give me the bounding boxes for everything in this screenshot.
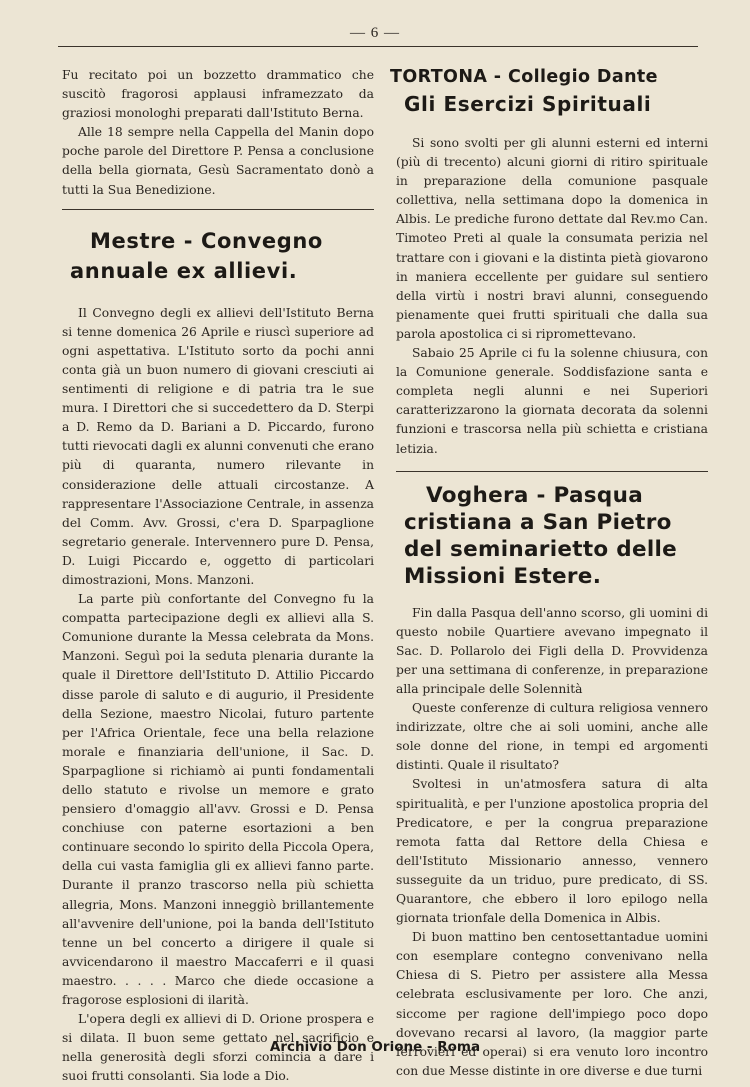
voghera-paragraph-3: Svoltesi in un'atmosfera satura di alta spiritualità, e per l'unzione apostolica propria del Predicatore, e per la congrua preparazione remota fatta dal Rettore della Chiesa e dell'Istituto Missionario annesso, vennero susseguite da un triduo, pure predicato, di SS. Quarantore, che ebbero il loro epilogo nella giornata trionfale della Domenica in Albis. <box>396 777 708 926</box>
tortona-title-line-1: TORTONA - Collegio Dante <box>390 67 658 87</box>
voghera-title-line-1: Voghera - Pasqua <box>426 482 644 508</box>
mestre-paragraph-1: Il Convegno degli ex allievi dell'Istituto Berna si tenne domenica 26 Aprile e riuscì superiore ad ogni aspettativa. L'Istituto sorto da pochi anni conta già un buon numero di giovani cresciuti ai sentimenti di religione e di patria tra le sue mura. I Direttori che si succedettero da D. Sterpi a D. Remo da D. Bariani a D. Piccardo, furono tutti rievocati dagli ex alunni convenuti che erano più di quaranta, numero rilevante in considerazione delle attuali circostanze. A rappresentare l'Associazione Centrale, in assenza del Comm. Avv. Grossi, c'era D. Sparpaglione segretario generale. Intervennero pure D. Pensa, D. Luigi Piccardo e, oggetto di particolari dimostrazioni, Mons. Manzoni. <box>62 305 374 587</box>
tortona-article <box>390 66 708 459</box>
archive-footer: Archivio Don Orione - Roma <box>269 1039 481 1055</box>
separator-rule <box>396 471 708 472</box>
mestre-paragraph-2: La parte più confortante del Convegno fu la compatta partecipazione degli ex allievi alla S. Comunione durante la Messa celebrata da Mons. Manzoni. Seguì poi la seduta plenaria durante la quale il Direttore dell'Istituto D. Attilio Piccardo disse parole di saluto e di augurio, il Presidente della Sezione, maestro Nicolai, futuro partente per l'Africa Orientale, fece una bella relazione morale e finanziaria dell'unione, il Sac. D. Sparpaglione si richiamò ai punti fondamentali dello statuto e rivolse un memore e grato pensiero d'omaggio all'avv. Grossi e D. Pensa conchiuse con paterne esortazioni a ben continuare secondo lo spirito della Piccola Opera, della cui vasta famiglia gli ex allievi fanno parte. Durante il pranzo trascorso nella più schietta allegria, Mons. Manzoni inneggiò brillantemente all'avvenire dell'unione, poi la banda dell'Istituto tenne un bel concerto a dirigere il quale si avvicendarono il maestro Maccaferri e il quasi maestro. . . . . Marco che diede occasione a fragorose esplosioni di ilarità. <box>62 592 374 1008</box>
mestre-paragraph-3: L'opera degli ex allievi di D. Orione prospera e si dilata. Il buon seme gettato nel sacrificio e nella generosità degli sforzi comincia a dare i suoi frutti consolanti. Sia lode a Dio. <box>62 1012 374 1084</box>
voghera-title-line-4: Missioni Estere. <box>404 563 602 589</box>
tortona-paragraph-2: Sabaio 25 Aprile ci fu la solenne chiusura, con la Comunione generale. Soddisfazione santa e completa negli alunni e nei Superiori caratterizzarono la giornata decorata da solenni funzioni e trascorsa nella più schietta e cristiana letizia. <box>396 346 708 456</box>
tortona-title-line-2: Gli Esercizi Spirituali <box>404 92 652 116</box>
mestre-title-line-1: Mestre - Convegno <box>90 228 323 253</box>
right-column <box>390 66 708 1081</box>
top-rule <box>58 46 698 47</box>
mestre-title-line-2: annuale ex allievi. <box>70 258 298 283</box>
voghera-paragraph-1: Fin dalla Pasqua dell'anno scorso, gli uomini di questo nobile Quartiere avevano impegnato il Sac. D. Pollarolo dei Figli della D. Provvidenza per una settimana di conferenze, in preparazione alla principale delle Solennità <box>396 605 708 696</box>
separator-rule <box>62 209 374 210</box>
voghera-article <box>396 482 708 1081</box>
intro-paragraph-1: Fu recitato poi un bozzetto drammatico che suscitò fragorosi applausi inframezzato da graziosi monologhi preparati dall'Istituto Berna. <box>62 68 374 121</box>
left-column <box>62 66 374 1087</box>
page-number: — 6 — <box>350 25 400 41</box>
voghera-paragraph-2: Queste conferenze di cultura religiosa vennero indirizzate, oltre che ai soli uomini, anche alle sole donne del rione, in tempi ed argomenti distinti. Quale il risultato? <box>396 701 708 773</box>
voghera-title-line-3: del seminarietto delle <box>404 536 678 562</box>
voghera-paragraph-4: Di buon mattino ben centosettantadue uomini con esemplare contegno convenivano nella Chiesa di S. Pietro per assistere alla Messa celebrata esclusivamente per loro. Che anzi, siccome per ragione dell'impiego poco dopo dovevano recarsi al lavoro, (la maggior parte ferrovieri ed operai) si era venuto loro incontro con due Messe distinte in ore diverse e due turni <box>396 930 708 1078</box>
voghera-title-line-2: cristiana a San Pietro <box>404 509 672 535</box>
mestre-article <box>62 226 374 1087</box>
tortona-paragraph-1: Si sono svolti per gli alunni esterni ed interni (più di trecento) alcuni giorni di ritiro spirituale in preparazione della comunione pasquale collettiva, nella settimana dopo la domenica in Albis. Le prediche furono dettate dal Rev.mo Can. Timoteo Preti al quale la consumata perizia nel trattare con i giovani e la distinta pietà giovarono in maniera eccellente per guidare sul sentiero della virtù i nostri bravi alunni, conseguendo pienamente quei frutti spirituali che dalla sua parola apostolica ci si ripromettevano. <box>396 136 708 341</box>
intro-paragraph-2: Alle 18 sempre nella Cappella del Manin dopo poche parole del Direttore P. Pensa a conclusione della bella giornata, Gesù Sacramentato donò a tutti la Sua Benedizione. <box>62 125 374 197</box>
